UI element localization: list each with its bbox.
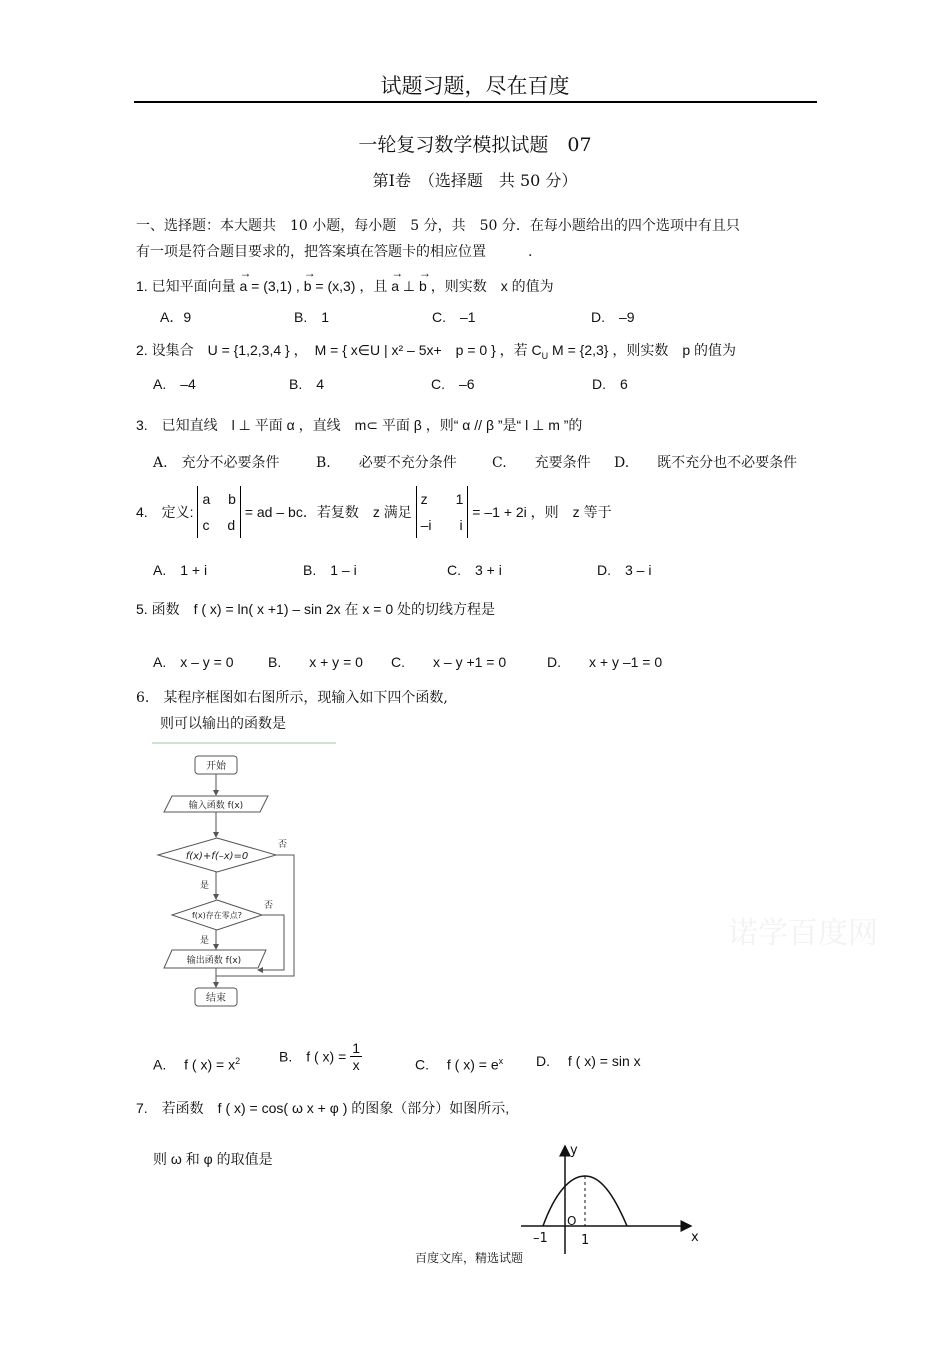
q5-option-d: D. x + y –1 = 0: [547, 654, 663, 670]
q6-option-a: A. f ( $x) = x^2$: [153, 1056, 241, 1073]
flow-no-1: 否: [278, 840, 288, 850]
question-3: 3. 已知直线 l ⊥ 平面 α ，直线 m⊂ 平面 β ，则“ α // β ”是“ l ⊥ m ”的: [136, 417, 583, 433]
q1-option-d: D. –9: [591, 309, 635, 325]
q3-option-a: A. 充分不必要条件: [153, 455, 280, 471]
flow-end: 结束: [206, 993, 226, 1004]
q5-option-b: B. x + y = 0: [268, 654, 363, 670]
svg-text:y: y: [570, 1143, 578, 1158]
q2-option-b: B. 4: [289, 376, 325, 392]
q3-option-b: B. 必要不充分条件: [316, 455, 457, 471]
section-instructions-line2: 有一项是符合题目要求的，把答案填在答题卡的相应位置 .: [136, 244, 533, 260]
question-7-line1: 7. 若函数 f ( x) = cos( ω x + φ ) 的图象（部分）如图所示,: [136, 1100, 510, 1116]
q3-option-c: C. 充要条件: [492, 455, 591, 471]
svg-text:O: O: [567, 1214, 577, 1228]
flow-input: 输入函数 f(x): [188, 801, 244, 811]
flow-cond-zero: f(x)存在零点?: [191, 911, 243, 920]
watermark: 诺学百度网: [728, 916, 878, 951]
exam-title: 一轮复习数学模拟试题 07: [358, 134, 592, 156]
flow-output: 输出函数 f(x): [186, 956, 242, 966]
q3-option-d: D. 既不充分也不必要条件: [614, 455, 798, 471]
question-6-line1: 6. 某程序框图如右图所示，现输入如下四个函数,: [136, 690, 448, 706]
flow-no-2: 否: [264, 901, 274, 911]
q5-option-c: C. x – y +1 = 0: [391, 654, 507, 670]
cosine-graph: [515, 1138, 705, 1256]
determinant-definition: a b c d: [197, 486, 240, 538]
q4-option-c: C. 3 + i: [447, 562, 502, 578]
flow-yes-2: 是: [200, 936, 210, 946]
flow-start: 开始: [206, 761, 226, 772]
question-7-line2: 则 ω 和 φ 的取值是: [153, 1151, 273, 1167]
program-flowchart: [150, 750, 310, 1012]
question-6-line2: 则可以输出的函数是: [160, 716, 286, 732]
q6-option-d: D. f ( x) = sin x: [536, 1053, 641, 1069]
question-5: 5. 函数 f ( x) = ln( x +1) – sin 2x 在 x = 0 处的切线方程是: [136, 601, 496, 617]
question-4: 4. 定义: a b c d = ad – bc．若复数 z 满足 z 1 –i i = –1 + 2i ，则 z 等于: [136, 486, 612, 538]
q1-option-c: C. –1: [432, 309, 476, 325]
determinant-z: z 1 –i i: [416, 486, 469, 538]
page-footer: 百度文库，精选试题: [414, 1251, 523, 1265]
q4-option-d: D. 3 – i: [597, 562, 652, 578]
question-1: 1. 已知平面向量 → a = (3,1) , → b = (x,3) ，且 → a ⊥ → b ，则实数 x 的值为: [136, 277, 554, 295]
q2-option-c: C. –6: [431, 376, 475, 392]
question-2: 2. 设集合 U = {1,2,3,4 } ， M = { x∈U | x² – 5x+ p = 0 } ，若 $C_U$ M = {2,3} ，则实数 p 的值为: [136, 342, 737, 361]
q4-option-a: A. 1 + i: [153, 562, 208, 578]
q2-option-d: D. 6: [592, 376, 628, 392]
header-rule: [134, 101, 817, 103]
flow-cond-odd: f(x)+f(–x)=0: [185, 851, 249, 862]
q6-option-c: C. f ( $x) = e^x$: [415, 1056, 504, 1073]
section-instructions-line1: 一、选择题：本大题共 10 小题，每小题 5 分，共 50 分．在每小题给出的四个选项中有且只: [136, 218, 740, 234]
q5-option-a: A. x – y = 0: [153, 654, 234, 670]
divider-line: [152, 742, 336, 744]
vector-b: → b: [304, 277, 312, 295]
vector-a: → a: [239, 277, 247, 295]
svg-text:1: 1: [581, 1233, 590, 1248]
q1-option-b: B. 1: [294, 309, 330, 325]
q2-option-a: A. –4: [153, 376, 196, 392]
flow-yes-1: 是: [200, 881, 210, 891]
q4-option-b: B. 1 – i: [303, 562, 357, 578]
exam-subtitle: 第Ⅰ卷 （选择题 共 50 分）: [372, 171, 578, 190]
q1-option-a: A．9: [160, 309, 192, 325]
page-header: 试题习题，尽在百度: [380, 74, 570, 98]
q6-option-b: B. f ( x) = $\frac{1}{x}$: [279, 1040, 360, 1073]
svg-text:x: x: [691, 1230, 699, 1245]
svg-text:–1: –1: [533, 1231, 548, 1246]
